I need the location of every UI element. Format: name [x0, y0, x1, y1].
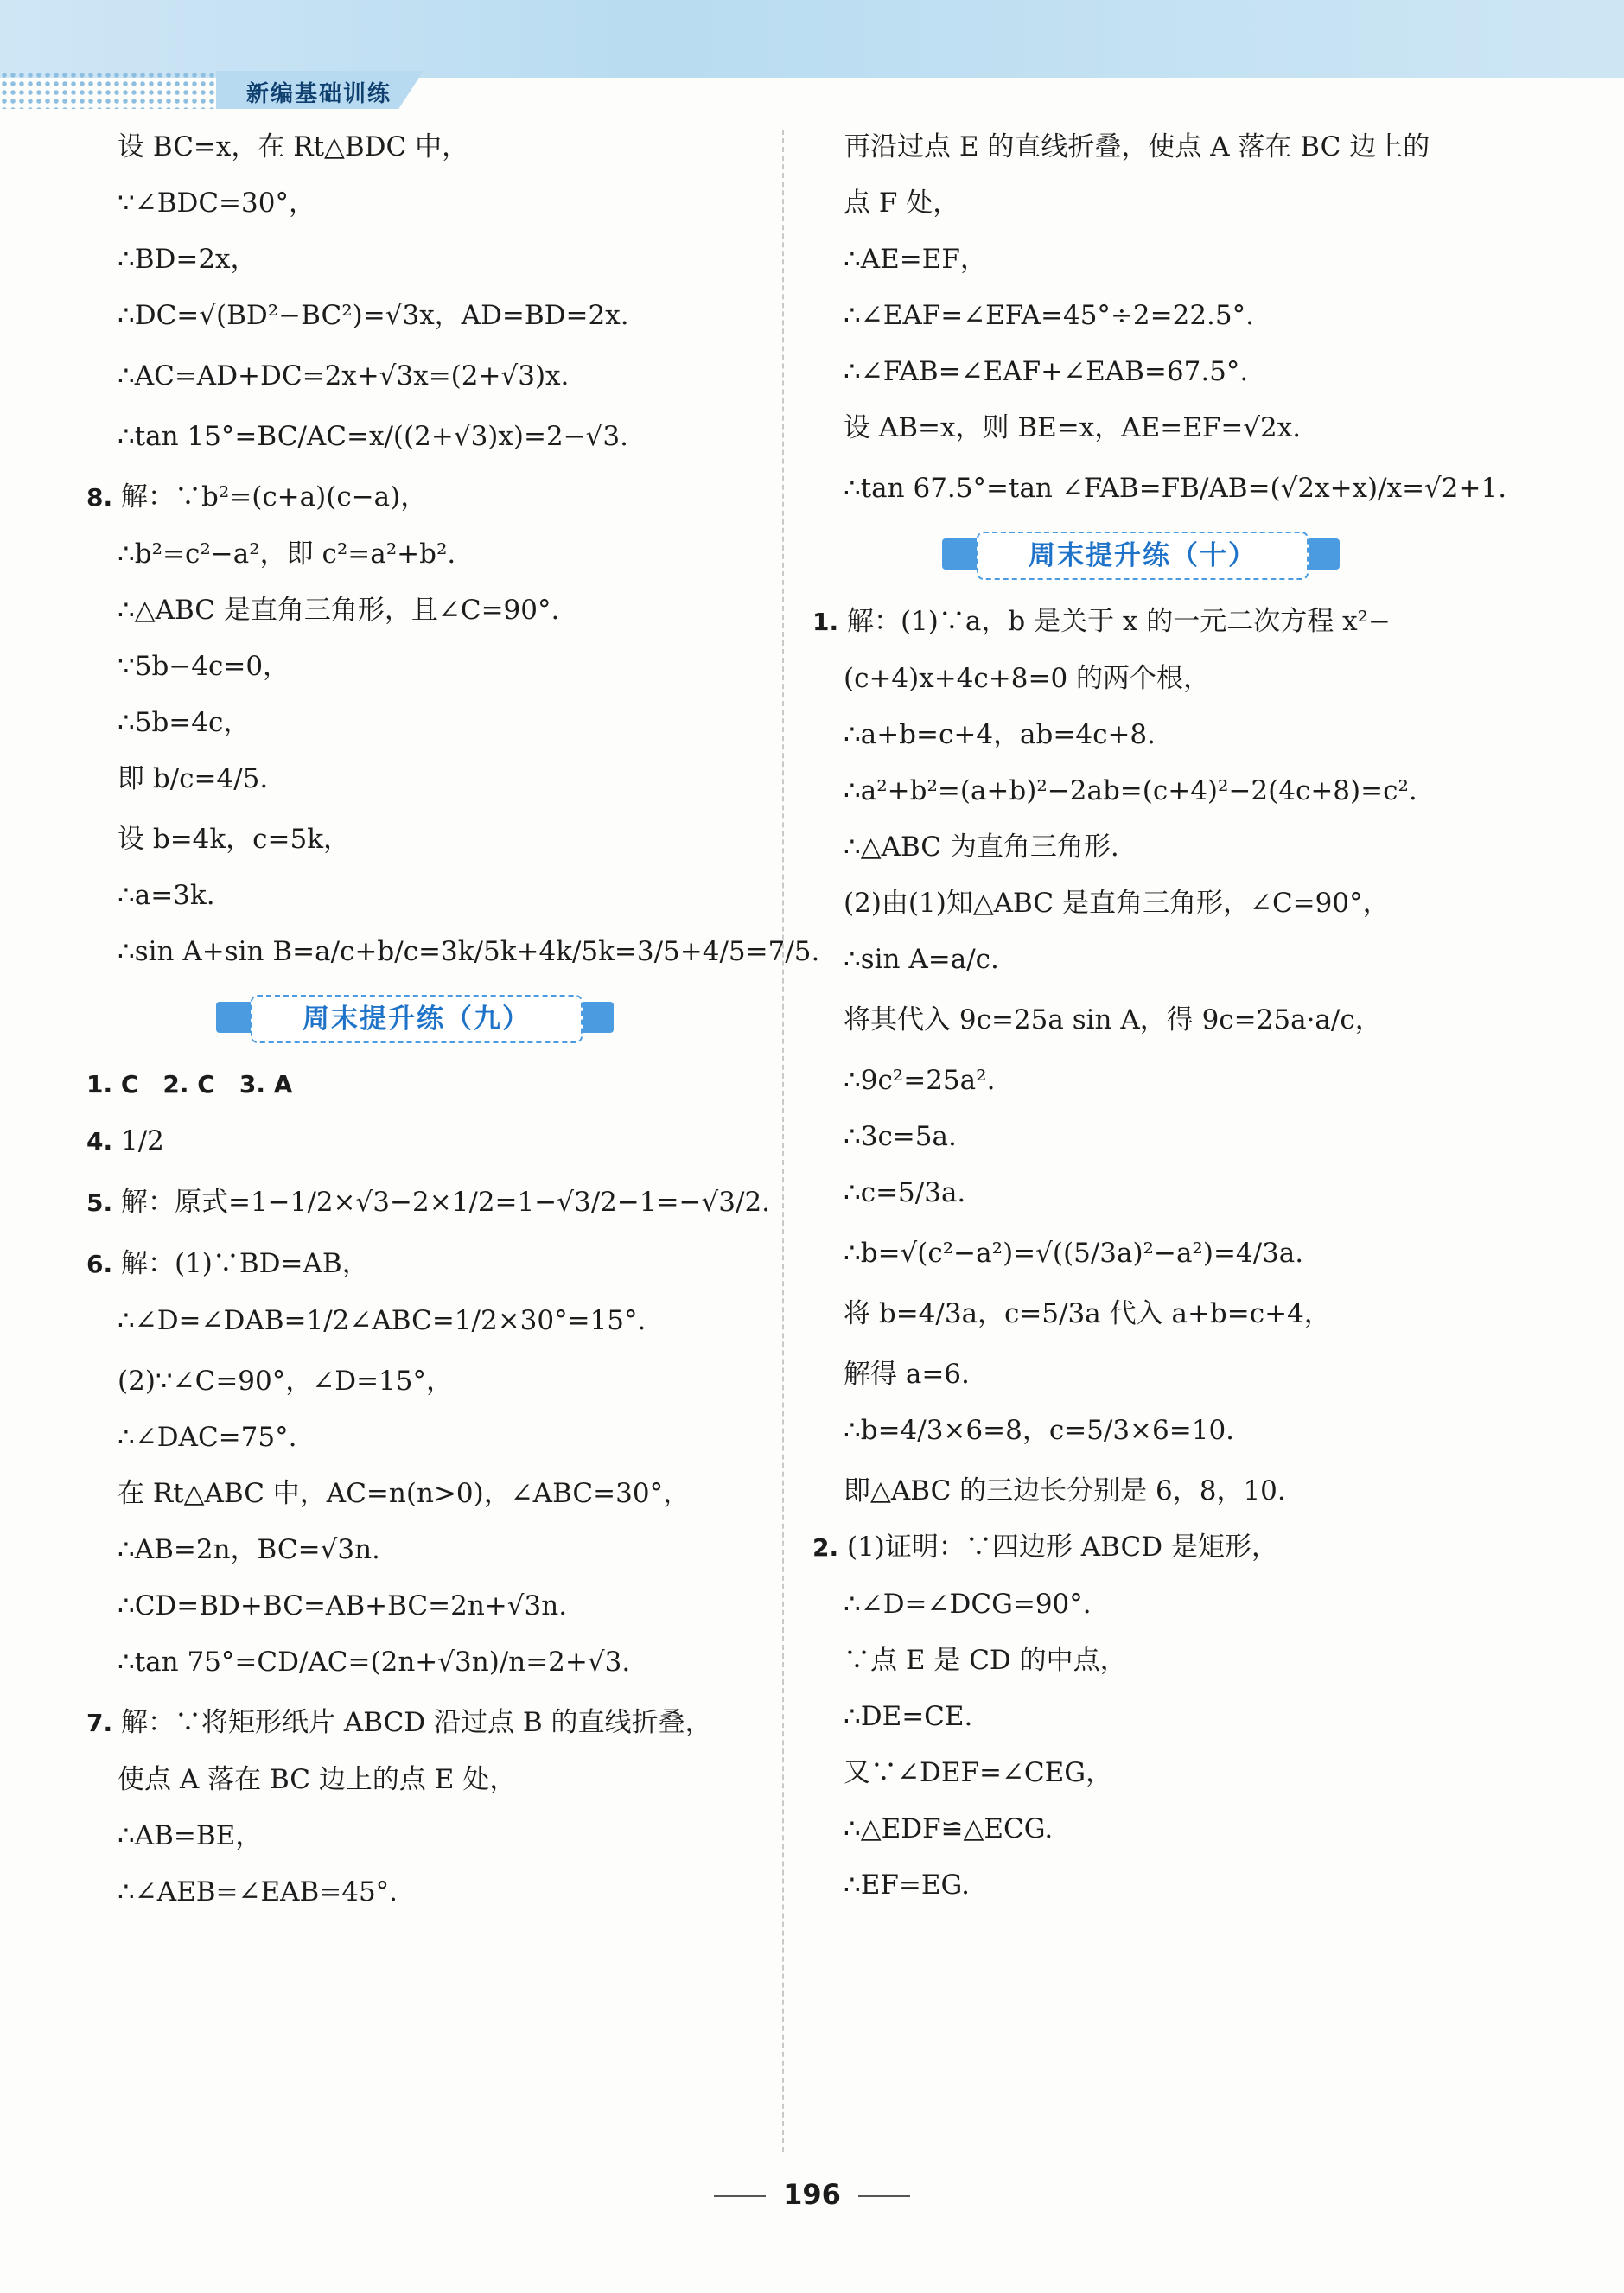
text-line: 将 b=4/3a，c=5/3a 代入 a+b=c+4，	[844, 1298, 1331, 1329]
text-line: (c+4)x+4c+8=0 的两个根，	[844, 663, 1211, 694]
text-line: ∴b=4/3×6=8，c=5/3×6=10.	[844, 1415, 1235, 1446]
text-line: 点 F 处，	[844, 188, 960, 219]
question-number: 8.	[86, 483, 113, 512]
text-line: ∴△EDF≌△ECG.	[844, 1813, 1054, 1844]
text-line: 使点 A 落在 BC 边上的点 E 处，	[118, 1764, 517, 1795]
question-number: 1.	[812, 608, 839, 636]
question-7	[86, 1705, 761, 1741]
answers-1-3: 1. C 2. C 3. A	[86, 1070, 293, 1099]
text-line: ∴DE=CE.	[844, 1701, 973, 1732]
text-line: ∴∠EAF=∠EFA=45°÷2=22.5°.	[844, 300, 1254, 331]
text-line: 将其代入 9c=25a sin A，得 9c=25a·a/c，	[844, 1004, 1382, 1035]
header-dot-pattern	[0, 71, 233, 109]
text-line: ∴sin A=a/c.	[844, 944, 999, 975]
text-line: ∴∠AEB=∠EAB=45°.	[118, 1876, 398, 1908]
text-line: ∴AB=2n，BC=√3n.	[118, 1534, 380, 1565]
text-line: ∴9c²=25a².	[844, 1065, 996, 1096]
text-line: ∴CD=BD+BC=AB+BC=2n+√3n.	[118, 1590, 568, 1621]
text-line: ∴a=3k.	[118, 880, 215, 911]
text-line: ∴a+b=c+4，ab=4c+8.	[844, 719, 1156, 750]
text-line: ∴tan 15°=BC/AC=x/((2+√3)x)=2−√3.	[118, 421, 628, 452]
text-line: ∴AE=EF，	[844, 244, 987, 275]
page-number-dash	[714, 2195, 766, 2197]
text-line: (2)∵∠C=90°，∠D=15°，	[118, 1366, 453, 1397]
text-line: 设 b=4k，c=5k，	[118, 824, 351, 855]
section-title: 周末提升练（十）	[977, 532, 1309, 580]
question-5	[86, 1185, 771, 1220]
text-line: ∴△ABC 是直角三角形，且∠C=90°.	[118, 595, 560, 626]
question-2	[812, 1530, 1487, 1565]
text-line: ∵∠BDC=30°，	[118, 188, 315, 219]
text-line: ∴△ABC 为直角三角形.	[844, 831, 1119, 863]
column-divider	[782, 130, 784, 2152]
text-line: ∴∠FAB=∠EAF+∠EAB=67.5°.	[844, 356, 1249, 387]
section-heading-10	[812, 532, 1487, 580]
text-line: 解得 a=6.	[844, 1359, 970, 1390]
text-line: 再沿过点 E 的直线折叠，使点 A 落在 BC 边上的	[844, 131, 1430, 162]
text-line: ∴∠D=∠DCG=90°.	[844, 1589, 1092, 1620]
right-column	[812, 130, 1507, 1924]
left-column	[86, 130, 820, 1931]
text-line: ∴tan 75°=CD/AC=(2n+√3n)/n=2+√3.	[118, 1647, 631, 1678]
text-line: (2)由(1)知△ABC 是直角三角形，∠C=90°，	[844, 888, 1390, 919]
answer-text: 解：原式=1−1/2×√3−2×1/2=1−√3/2−1=−√3/2.	[120, 1187, 771, 1218]
text-line: 又∵∠DEF=∠CEG，	[844, 1757, 1113, 1788]
section-heading-9	[86, 995, 761, 1043]
text-line: 即 b/c=4/5.	[118, 763, 269, 794]
book-title: 新编基础训练	[246, 81, 392, 107]
page-number-text: 196	[783, 2178, 841, 2211]
text-line: ∵5b−4c=0，	[118, 651, 290, 682]
text-line: ∴3c=5a.	[844, 1121, 957, 1152]
text-line: ∴tan 67.5°=tan ∠FAB=FB/AB=(√2x+x)/x=√2+1.	[844, 473, 1507, 504]
text-line: 解：∵b²=(c+a)(c−a)，	[120, 481, 428, 513]
question-number: 6.	[86, 1250, 113, 1278]
text-line: ∴∠D=∠DAB=1/2∠ABC=1/2×30°=15°.	[118, 1305, 646, 1336]
text-line: ∴BD=2x，	[118, 244, 258, 275]
page-number-dash	[858, 2195, 910, 2197]
question-number: 5.	[86, 1188, 113, 1217]
question-8	[86, 480, 761, 515]
question-number: 4.	[86, 1127, 113, 1156]
text-line: 设 BC=x，在 Rt△BDC 中，	[118, 131, 469, 162]
text-line: ∴b=√(c²−a²)=√((5/3a)²−a²)=4/3a.	[844, 1238, 1304, 1269]
text-line: ∴c=5/3a.	[844, 1177, 966, 1208]
text-line: 在 Rt△ABC 中，AC=n(n>0)，∠ABC=30°，	[118, 1478, 691, 1509]
text-line: (1)证明：∵四边形 ABCD 是矩形，	[846, 1532, 1278, 1563]
answer-text: 1/2	[120, 1125, 164, 1156]
page-number	[0, 2178, 1624, 2211]
question-number: 7.	[86, 1709, 113, 1737]
section-title: 周末提升练（九）	[251, 995, 583, 1043]
text-line: 解：∵将矩形纸片 ABCD 沿过点 B 的直线折叠，	[120, 1707, 712, 1738]
text-line: 解：(1)∵a，b 是关于 x 的一元二次方程 x²−	[846, 606, 1392, 637]
header-band	[0, 0, 1624, 78]
text-line: ∵点 E 是 CD 的中点，	[844, 1645, 1127, 1676]
text-line: ∴∠DAC=75°.	[118, 1422, 297, 1453]
text-line: ∴b²=c²−a²，即 c²=a²+b².	[118, 538, 456, 570]
question-number: 2.	[812, 1533, 839, 1562]
text-line: ∴DC=√(BD²−BC²)=√3x，AD=BD=2x.	[118, 300, 629, 331]
text-line: ∴EF=EG.	[844, 1869, 970, 1901]
text-line: ∴sin A+sin B=a/c+b/c=3k/5k+4k/5k=3/5+4/5=7/5.	[118, 936, 820, 967]
text-line: 解：(1)∵BD=AB，	[120, 1248, 369, 1279]
question-1	[812, 604, 1487, 640]
text-line: 即△ABC 的三边长分别是 6，8，10.	[844, 1475, 1286, 1506]
text-line: ∴AB=BE，	[118, 1820, 263, 1851]
text-line: 设 AB=x，则 BE=x，AE=EF=√2x.	[844, 412, 1302, 443]
text-line: ∴a²+b²=(a+b)²−2ab=(c+4)²−2(4c+8)=c².	[844, 775, 1417, 806]
question-6	[86, 1246, 761, 1282]
text-line: ∴AC=AD+DC=2x+√3x=(2+√3)x.	[118, 360, 570, 392]
question-4	[86, 1124, 761, 1159]
text-line: ∴5b=4c，	[118, 707, 251, 738]
